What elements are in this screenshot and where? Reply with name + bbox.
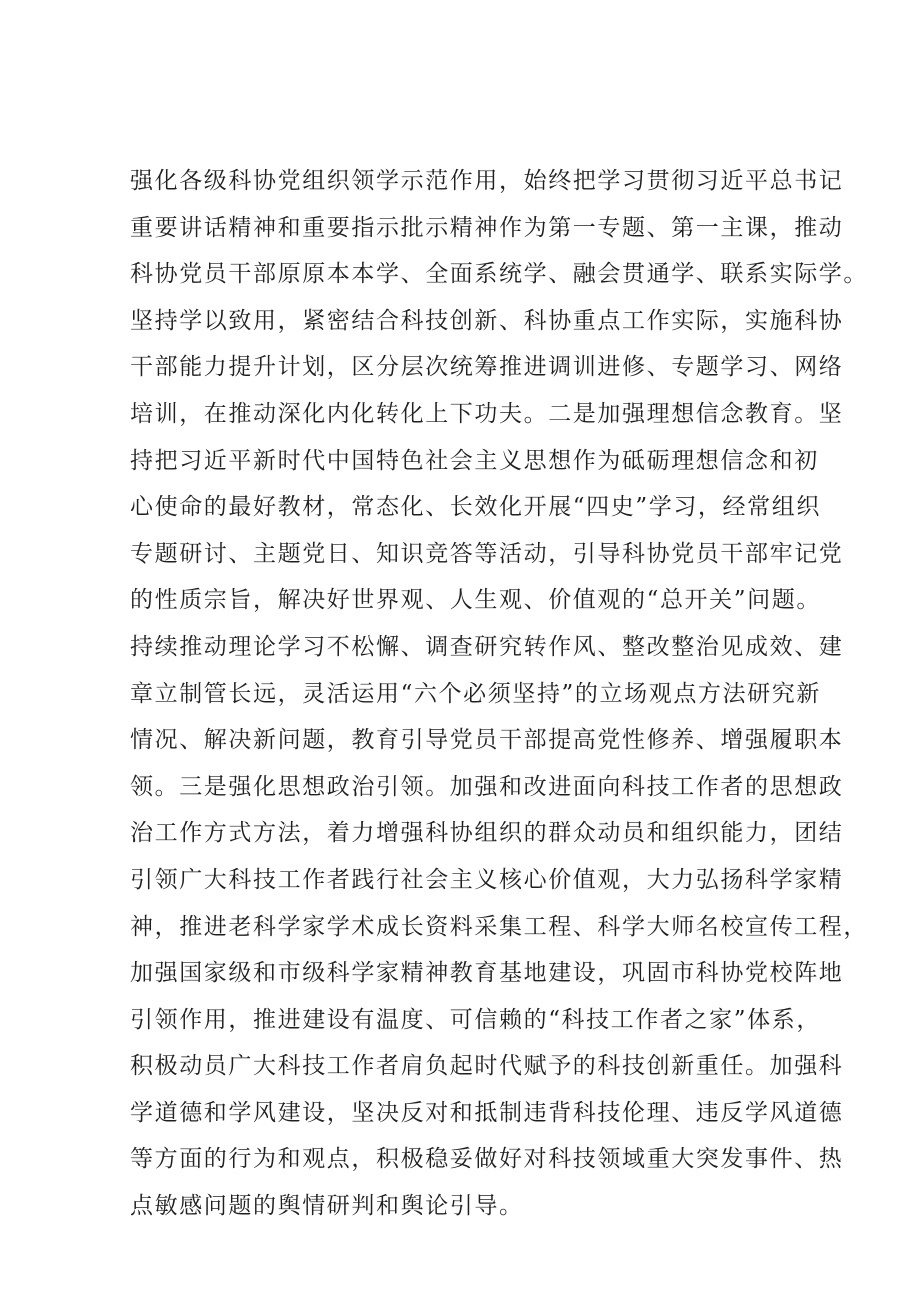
text-line: 专题研讨、主题党日、知识竞答等活动，引导科协党员干部牢记党	[130, 540, 844, 567]
text-line: 持续推动理论学习不松懈、调查研究转作风、整改整治见成效、建	[130, 633, 844, 660]
text-line: 加强国家级和市级科学家精神教育基地建设，巩固市科协党校阵地	[130, 960, 844, 987]
text-line: 情况、解决新问题，教育引导党员干部提高党性修养、增强履职本	[130, 727, 844, 754]
text-line: 干部能力提升计划，区分层次统筹推进调训进修、专题学习、网络	[130, 354, 844, 381]
text-line: 等方面的行为和观点，积极稳妥做好对科技领域重大突发事件、热	[130, 1146, 844, 1173]
text-line: 神，推进老科学家学术成长资料采集工程、科学大师名校宣传工程，	[130, 913, 868, 940]
text-line: 领。三是强化思想政治引领。加强和改进面向科技工作者的思想政	[130, 773, 844, 800]
text-line: 持把习近平新时代中国特色社会主义思想作为砥砺理想信念和初	[130, 447, 819, 474]
text-line: 强化各级科协党组织领学示范作用，始终把学习贯彻习近平总书记	[130, 168, 844, 194]
text-line: 学道德和学风建设，坚决反对和抵制违背科技伦理、违反学风道德	[130, 1099, 844, 1126]
text-line: 重要讲话精神和重要指示批示精神作为第一专题、第一主课，推动	[130, 214, 844, 241]
text-line: 的性质宗旨，解决好世界观、人生观、价值观的“总开关”问题。	[130, 587, 821, 614]
text-line: 坚持学以致用，紧密结合科技创新、科协重点工作实际，实施科协	[130, 307, 844, 334]
text-line: 心使命的最好教材，常态化、长效化开展“四史”学习，经常组织	[130, 494, 821, 521]
text-line: 章立制管长远，灵活运用“六个必须坚持”的立场观点方法研究新	[130, 680, 821, 707]
text-line: 积极动员广大科技工作者肩负起时代赋予的科技创新重任。加强科	[130, 1053, 844, 1080]
text-line: 引领作用，推进建设有温度、可信赖的“科技工作者之家”体系，	[130, 1006, 821, 1033]
text-line: 培训，在推动深化内化转化上下功夫。二是加强理想信念教育。坚	[130, 400, 844, 427]
text-line: 点敏感问题的舆情研判和舆论引导。	[130, 1193, 524, 1220]
text-line: 科协党员干部原原本本学、全面系统学、融会贯通学、联系实际学。	[130, 261, 868, 288]
body-paragraph	[130, 158, 868, 1230]
text-line: 引领广大科技工作者践行社会主义核心价值观，大力弘扬科学家精	[130, 866, 844, 893]
text-line: 治工作方式方法，着力增强科协组织的群众动员和组织能力，团结	[130, 820, 844, 847]
